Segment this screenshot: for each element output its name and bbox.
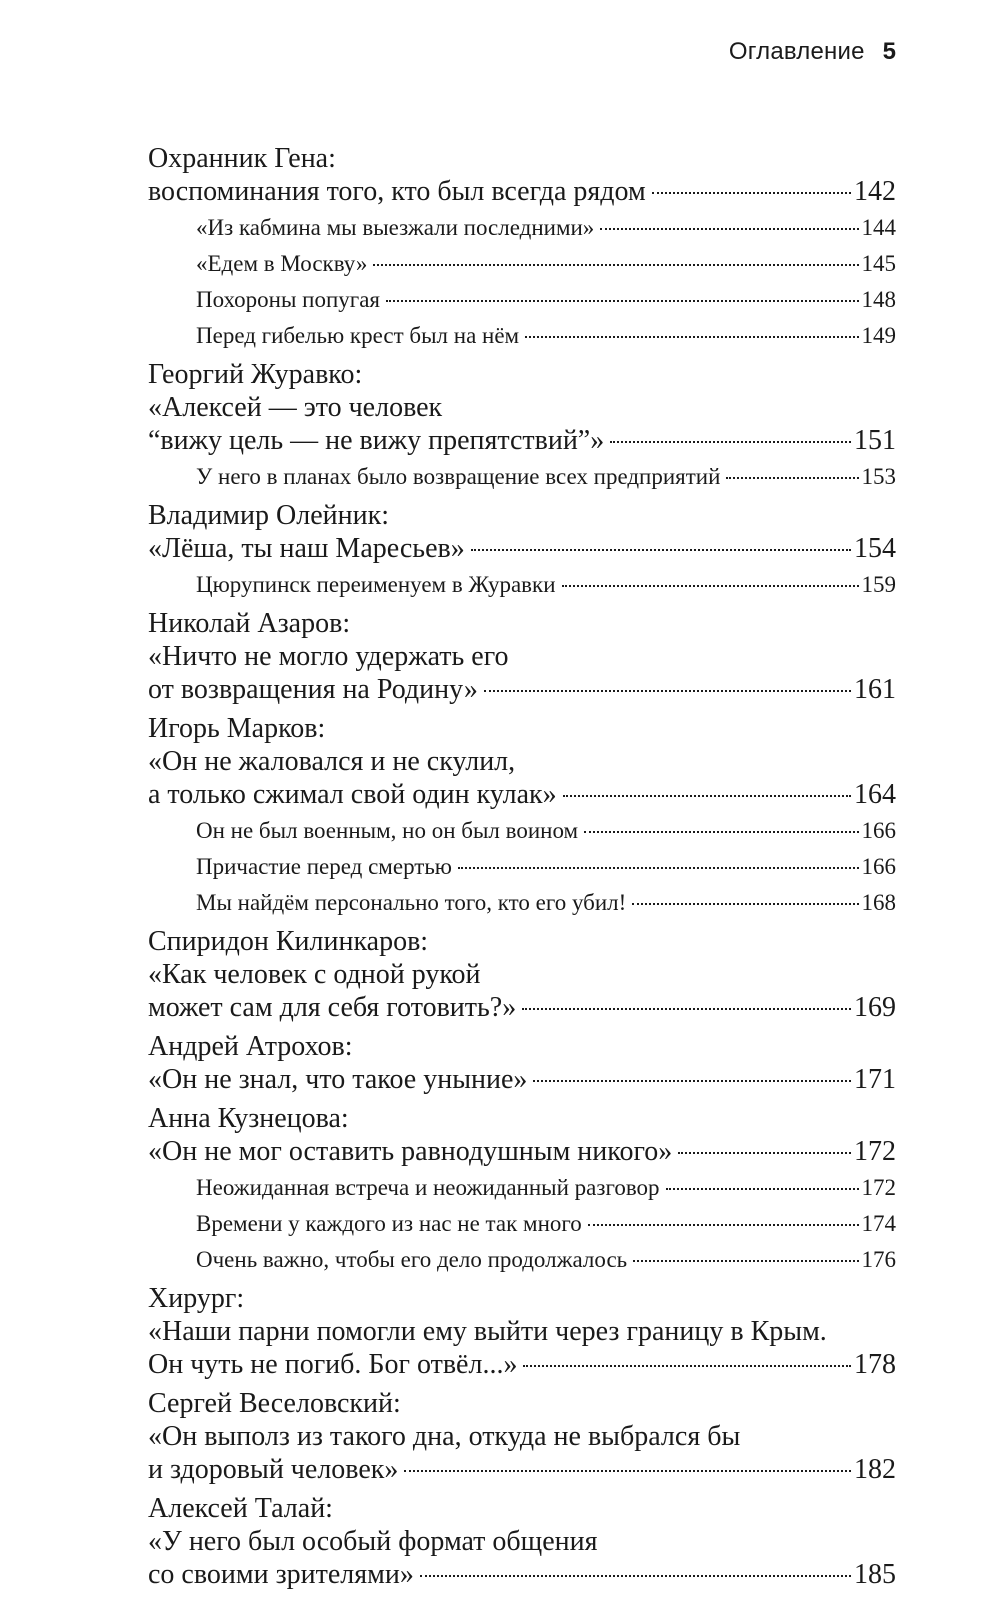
toc-entry-title: “вижу цель — не вижу препятствий”» [148, 425, 605, 456]
toc-entry-final-line [196, 1246, 896, 1274]
toc-entry-title: Причастие перед смертью [196, 854, 452, 879]
toc-page-number: 145 [861, 251, 896, 276]
toc-page-number: 182 [854, 1454, 896, 1485]
toc-page-number: 172 [854, 1136, 896, 1167]
toc-subentry [148, 1246, 896, 1274]
toc-entry-final-line [196, 1210, 896, 1238]
toc-entry-final-line [196, 817, 896, 845]
toc-entry-title: Перед гибелью крест был на нём [196, 323, 520, 348]
toc-entry [148, 1387, 896, 1486]
toc-entry-title: Он не был военным, но он был воином [196, 818, 579, 843]
dot-leader [652, 192, 851, 194]
dot-leader [420, 1575, 851, 1577]
toc-page-number: 154 [854, 533, 896, 564]
toc-page-number: 148 [861, 287, 896, 312]
toc-entry [148, 607, 896, 706]
dot-leader [386, 300, 858, 302]
dot-leader [458, 867, 859, 869]
toc-entry-title: «Он не знал, что такое уныние» [148, 1064, 528, 1095]
toc-page-number: 149 [861, 323, 896, 348]
toc-subentry [148, 214, 896, 242]
toc-subentry [148, 889, 896, 917]
toc-entry-title: со своими зрителями» [148, 1559, 414, 1590]
dot-leader [666, 1188, 859, 1190]
toc-entry [148, 1030, 896, 1096]
toc-entry-author: Георгий Журавко: [148, 359, 363, 390]
toc-subentry [148, 286, 896, 314]
toc-subentry [148, 853, 896, 881]
page-header [729, 38, 896, 66]
toc-page-number: 185 [854, 1559, 896, 1590]
toc-entry-final-line [196, 889, 896, 917]
toc-entry-title: «Едем в Москву» [196, 251, 368, 276]
toc-entry-author: Сергей Веселовский: [148, 1388, 401, 1419]
toc-entry [148, 712, 896, 811]
toc-entry [148, 1282, 896, 1381]
toc-entry-title: «Из кабмина мы выезжали последними» [196, 215, 595, 240]
toc-entry-title-line: «Ничто не могло удержать его [148, 641, 509, 672]
toc-subentry [148, 463, 896, 491]
toc-entry-final-line [196, 1174, 896, 1202]
toc-entry [148, 1492, 896, 1591]
toc-entry-title: «Лёша, ты наш Маресьев» [148, 533, 465, 564]
toc-entry-author: Андрей Атрохов: [148, 1031, 353, 1062]
dot-leader [600, 228, 858, 230]
toc-entry-final-line [148, 1453, 896, 1486]
toc-page-number: 166 [861, 818, 896, 843]
toc-entry-title: Времени у каждого из нас не так много [196, 1211, 582, 1236]
toc-page-number: 172 [861, 1175, 896, 1200]
toc-subentry [148, 1174, 896, 1202]
toc-page-number: 171 [854, 1064, 896, 1095]
dot-leader [563, 795, 851, 797]
toc-page-number: 144 [861, 215, 896, 240]
toc-entry-final-line [148, 1063, 896, 1096]
toc-page-number: 161 [854, 674, 896, 705]
toc-entry-title: У него в планах было возвращение всех предприятий [196, 464, 721, 489]
toc-subentry [148, 817, 896, 845]
toc-entry-title: а только сжимал свой один кулак» [148, 779, 557, 810]
toc-entry [148, 925, 896, 1024]
dot-leader [484, 690, 851, 692]
toc-entry-title-line: «Наши парни помогли ему выйти через границу в Крым. [148, 1316, 827, 1347]
dot-leader [726, 477, 858, 479]
toc-page-number: 151 [854, 425, 896, 456]
toc-entry-final-line [148, 991, 896, 1024]
toc-page-number: 178 [854, 1349, 896, 1380]
dot-leader [533, 1080, 851, 1082]
toc-entry-final-line [196, 322, 896, 350]
toc-page-number: 169 [854, 992, 896, 1023]
table-of-contents [148, 142, 896, 1597]
toc-entry-title: может сам для себя готовить?» [148, 992, 517, 1023]
dot-leader [404, 1470, 851, 1472]
toc-entry-author: Игорь Марков: [148, 713, 326, 744]
toc-entry-final-line [196, 463, 896, 491]
toc-entry-title: «Он не мог оставить равнодушным никого» [148, 1136, 673, 1167]
toc-page-number: 166 [861, 854, 896, 879]
toc-page-number: 153 [861, 464, 896, 489]
toc-entry-title: Неожиданная встреча и неожиданный разговор [196, 1175, 660, 1200]
toc-page-number: 164 [854, 779, 896, 810]
toc-entry-final-line [148, 1135, 896, 1168]
toc-entry-final-line [148, 778, 896, 811]
dot-leader [562, 585, 859, 587]
toc-page-number: 159 [861, 572, 896, 597]
toc-entry-title-line: «Как человек с одной рукой [148, 959, 481, 990]
toc-entry [148, 499, 896, 565]
toc-entry-title: от возвращения на Родину» [148, 674, 478, 705]
toc-entry-title: и здоровый человек» [148, 1454, 399, 1485]
toc-entry-title: Он чуть не погиб. Бог отвёл...» [148, 1349, 518, 1380]
toc-entry-final-line [148, 175, 896, 208]
page-number: 5 [882, 38, 896, 65]
toc-entry-title: воспоминания того, кто был всегда рядом [148, 176, 646, 207]
toc-entry-author: Алексей Талай: [148, 1493, 333, 1524]
dot-leader [584, 831, 858, 833]
toc-entry-final-line [196, 250, 896, 278]
toc-entry-final-line [148, 532, 896, 565]
toc-entry-title-line: «Он не жаловался и не скулил, [148, 746, 516, 777]
toc-page-number: 176 [861, 1247, 896, 1272]
running-header-title: Оглавление [728, 38, 865, 65]
toc-page-number: 142 [854, 176, 896, 207]
toc-entry-final-line [196, 571, 896, 599]
toc-entry-title: Цюрупинск переименуем в Журавки [196, 572, 556, 597]
toc-entry-final-line [148, 1348, 896, 1381]
toc-entry [148, 1102, 896, 1168]
toc-entry-title-line: «У него был особый формат общения [148, 1526, 598, 1557]
toc-page-number: 168 [861, 890, 896, 915]
dot-leader [522, 1008, 851, 1010]
toc-entry-title: Очень важно, чтобы его дело продолжалось [196, 1247, 628, 1272]
dot-leader [678, 1152, 851, 1154]
dot-leader [588, 1224, 859, 1226]
toc-entry-final-line [148, 424, 896, 457]
toc-entry-author: Владимир Олейник: [148, 500, 389, 531]
toc-entry-title-line: «Он выполз из такого дна, откуда не выбрался бы [148, 1421, 741, 1452]
toc-entry-author: Николай Азаров: [148, 608, 351, 639]
dot-leader [525, 336, 858, 338]
toc-entry-final-line [148, 1558, 896, 1591]
dot-leader [523, 1365, 851, 1367]
toc-subentry [148, 322, 896, 350]
toc-entry-author: Спиридон Килинкаров: [148, 926, 429, 957]
toc-subentry [148, 250, 896, 278]
toc-entry-final-line [196, 853, 896, 881]
toc-entry-final-line [196, 214, 896, 242]
dot-leader [610, 441, 851, 443]
toc-subentry [148, 1210, 896, 1238]
toc-entry-title-line: «Алексей — это человек [148, 392, 443, 423]
toc-entry-final-line [196, 286, 896, 314]
toc-entry-title: Мы найдём персонально того, кто его убил! [196, 890, 627, 915]
toc-entry-final-line [148, 673, 896, 706]
dot-leader [471, 549, 851, 551]
toc-subentry [148, 571, 896, 599]
dot-leader [633, 1260, 858, 1262]
toc-entry-author: Охранник Гена: [148, 143, 336, 174]
toc-entry-title: Похороны попугая [196, 287, 381, 312]
dot-leader [373, 264, 858, 266]
dot-leader [632, 903, 858, 905]
toc-entry [148, 142, 896, 208]
toc-entry-author: Хирург: [148, 1283, 245, 1314]
toc-entry-author: Анна Кузнецова: [148, 1103, 349, 1134]
toc-entry [148, 358, 896, 457]
toc-page-number: 174 [861, 1211, 896, 1236]
